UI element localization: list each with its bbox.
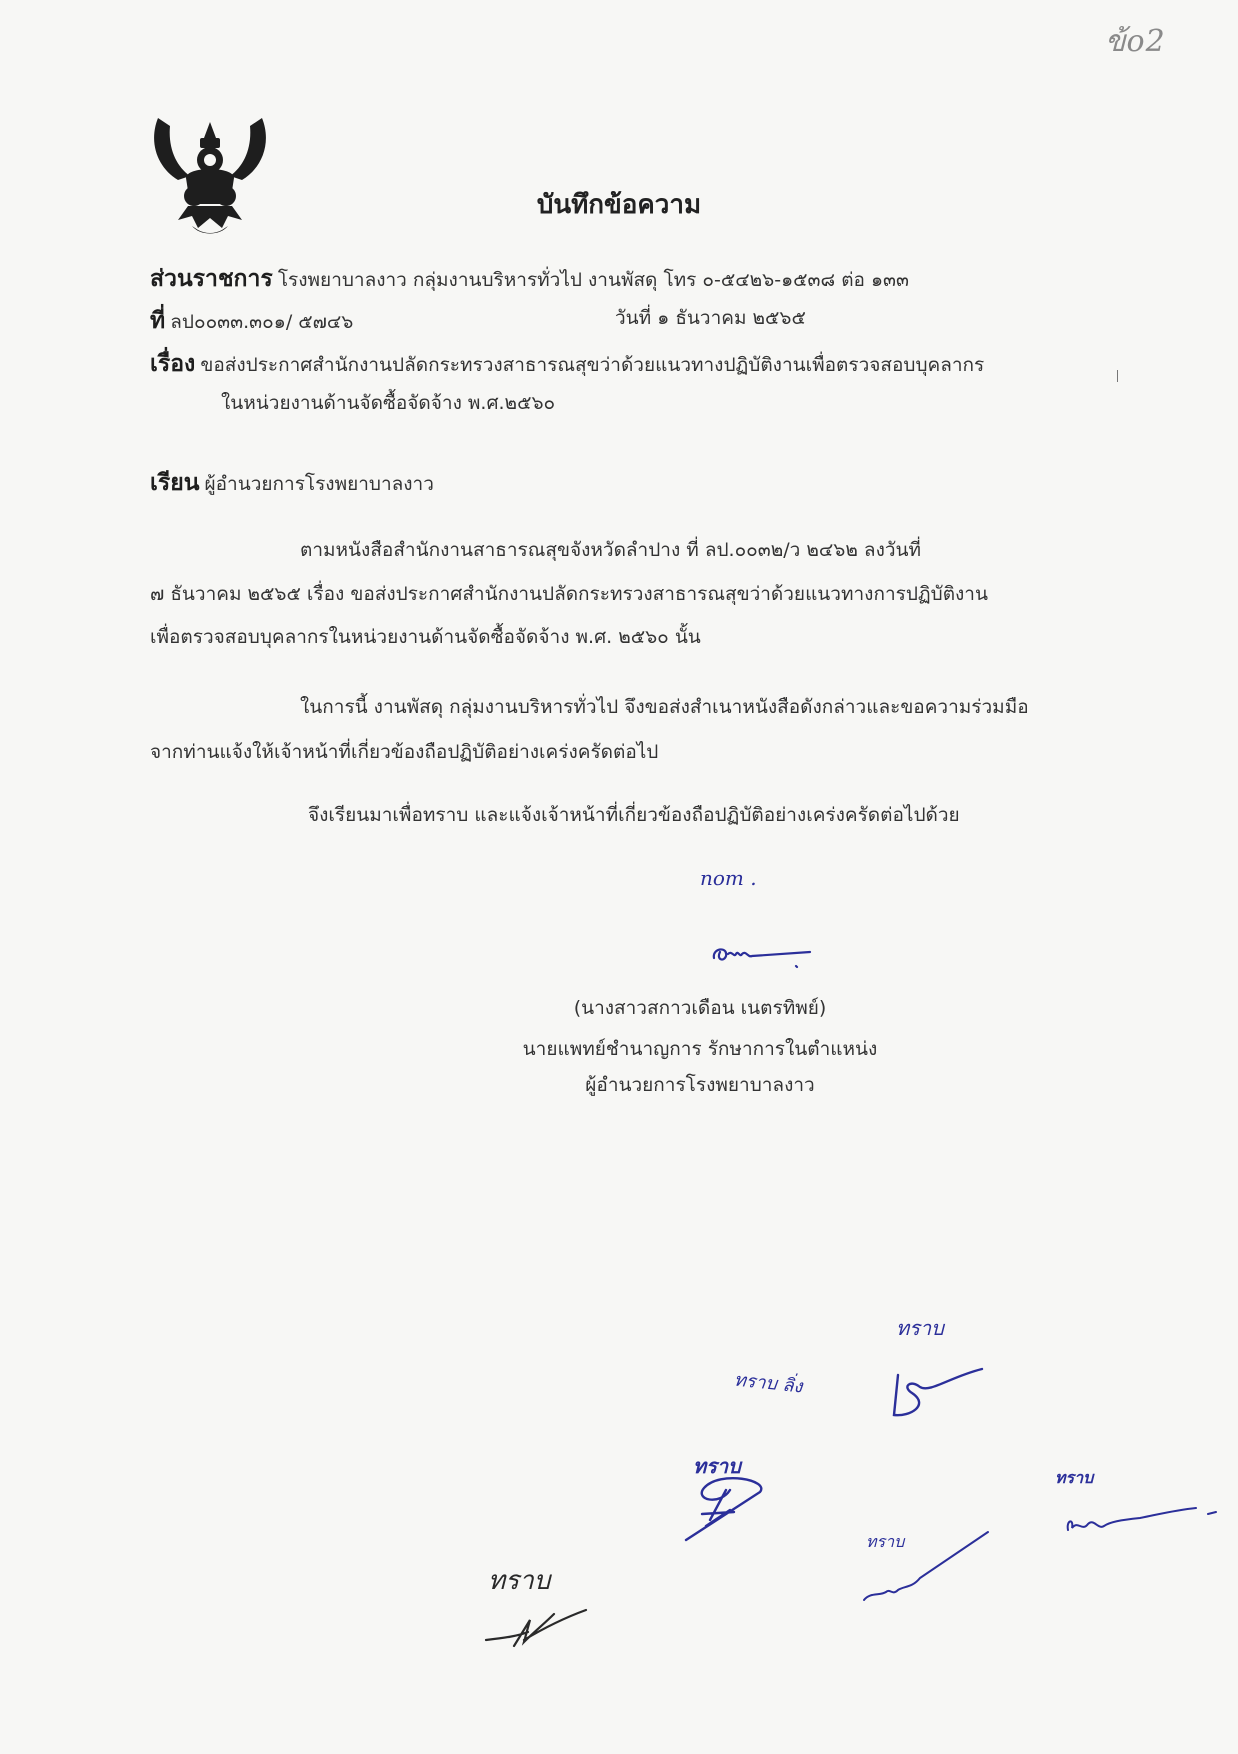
signatory-position: นายแพทย์ชำนาญการ รักษาการในตำแหน่ง <box>522 1038 878 1060</box>
date-value: ๑ ธันวาคม ๒๕๖๕ <box>657 307 806 329</box>
ack-note-4: ทราบ <box>866 1532 905 1551</box>
subject-line-2: ในหน่วยงานด้านจัดซื้อจัดจ้าง พ.ศ.๒๕๖๐ <box>221 392 556 414</box>
paragraph-1-line-3: เพื่อตรวจสอบบุคลากรในหน่วยงานด้านจัดซื้อจัดจ้าง พ.ศ. ๒๕๖๐ นั้น <box>150 626 701 648</box>
ack-note-6: ทราบ <box>488 1566 551 1596</box>
recipient-label: เรียน <box>150 470 200 496</box>
date-label: วันที่ <box>615 307 652 329</box>
recipient-row <box>150 465 434 501</box>
closing-line: จึงเรียนมาเพื่อทราบ และแจ้งเจ้าหน้าที่เกี่ยวข้องถือปฏิบัติอย่างเคร่งครัดต่อไปด้วย <box>308 804 960 826</box>
subject-label: เรื่อง <box>150 351 196 377</box>
agency-value: โรงพยาบาลงาว กลุ่มงานบริหารทั่วไป งานพัสดุ โทร ๐-๕๔๒๖-๑๕๓๘ ต่อ ๑๓๓ <box>277 269 910 291</box>
paragraph-1-line-2: ๗ ธันวาคม ๒๕๖๕ เรื่อง ขอส่งประกาศสำนักงานปลัดกระทรวงสาธารณสุขว่าด้วยแนวทางการปฏิบัติงาน <box>150 583 988 605</box>
paragraph-2-line-2: จากท่านแจ้งให้เจ้าหน้าที่เกี่ยวข้องถือปฏิบัติอย่างเคร่งครัดต่อไป <box>150 741 659 763</box>
ack-note-3: ทราบ <box>693 1454 741 1478</box>
subject-line-1: ขอส่งประกาศสำนักงานปลัดกระทรวงสาธารณสุขว่าด้วยแนวทางปฏิบัติงานเพื่อตรวจสอบบุคลากร <box>200 354 985 376</box>
ack-signature-1-icon <box>890 1365 990 1425</box>
director-signature-icon <box>710 940 820 970</box>
ack-note-2: ทราบ ลิ่ง <box>732 1369 804 1398</box>
agency-row <box>150 261 909 297</box>
initial-mark: nom . <box>700 866 757 890</box>
ack-note-5: ทราบ <box>1055 1468 1094 1487</box>
signatory-acting-position: ผู้อำนวยการโรงพยาบาลงาว <box>585 1074 815 1096</box>
paragraph-2-line-1: ในการนี้ งานพัสดุ กลุ่มงานบริหารทั่วไป จึงขอส่งสำเนาหนังสือดังกล่าวและขอความร่วมมือ <box>300 696 1029 718</box>
reference-row <box>150 303 353 339</box>
document-title: บันทึกข้อความ <box>536 190 702 220</box>
margin-mark <box>1117 370 1118 382</box>
reference-value: ลป๐๐๓๓.๓๐๑/ ๕๗๔๖ <box>170 311 354 333</box>
paragraph-1-line-1: ตามหนังสือสำนักงานสาธารณสุขจังหวัดลำปาง ที่ ลป.๐๐๓๒/ว ๒๔๖๒ ลงวันที่ <box>300 539 922 561</box>
ack-note-1: ทราบ <box>896 1316 944 1340</box>
signatory-name: (นางสาวสกาวเดือน เนตรทิพย์) <box>573 997 827 1019</box>
agency-label: ส่วนราชการ <box>150 266 273 292</box>
ack-signature-5-icon <box>1060 1500 1220 1540</box>
handwritten-corner-note: ข้o2 <box>1105 24 1166 59</box>
subject-row <box>150 346 984 382</box>
ack-signature-3-icon <box>680 1470 770 1550</box>
ack-signature-4-icon <box>860 1530 990 1610</box>
recipient-value: ผู้อำนวยการโรงพยาบาลงาว <box>204 473 434 495</box>
date-row <box>615 303 806 333</box>
reference-label: ที่ <box>150 308 166 334</box>
ack-signature-6-icon <box>484 1600 594 1650</box>
